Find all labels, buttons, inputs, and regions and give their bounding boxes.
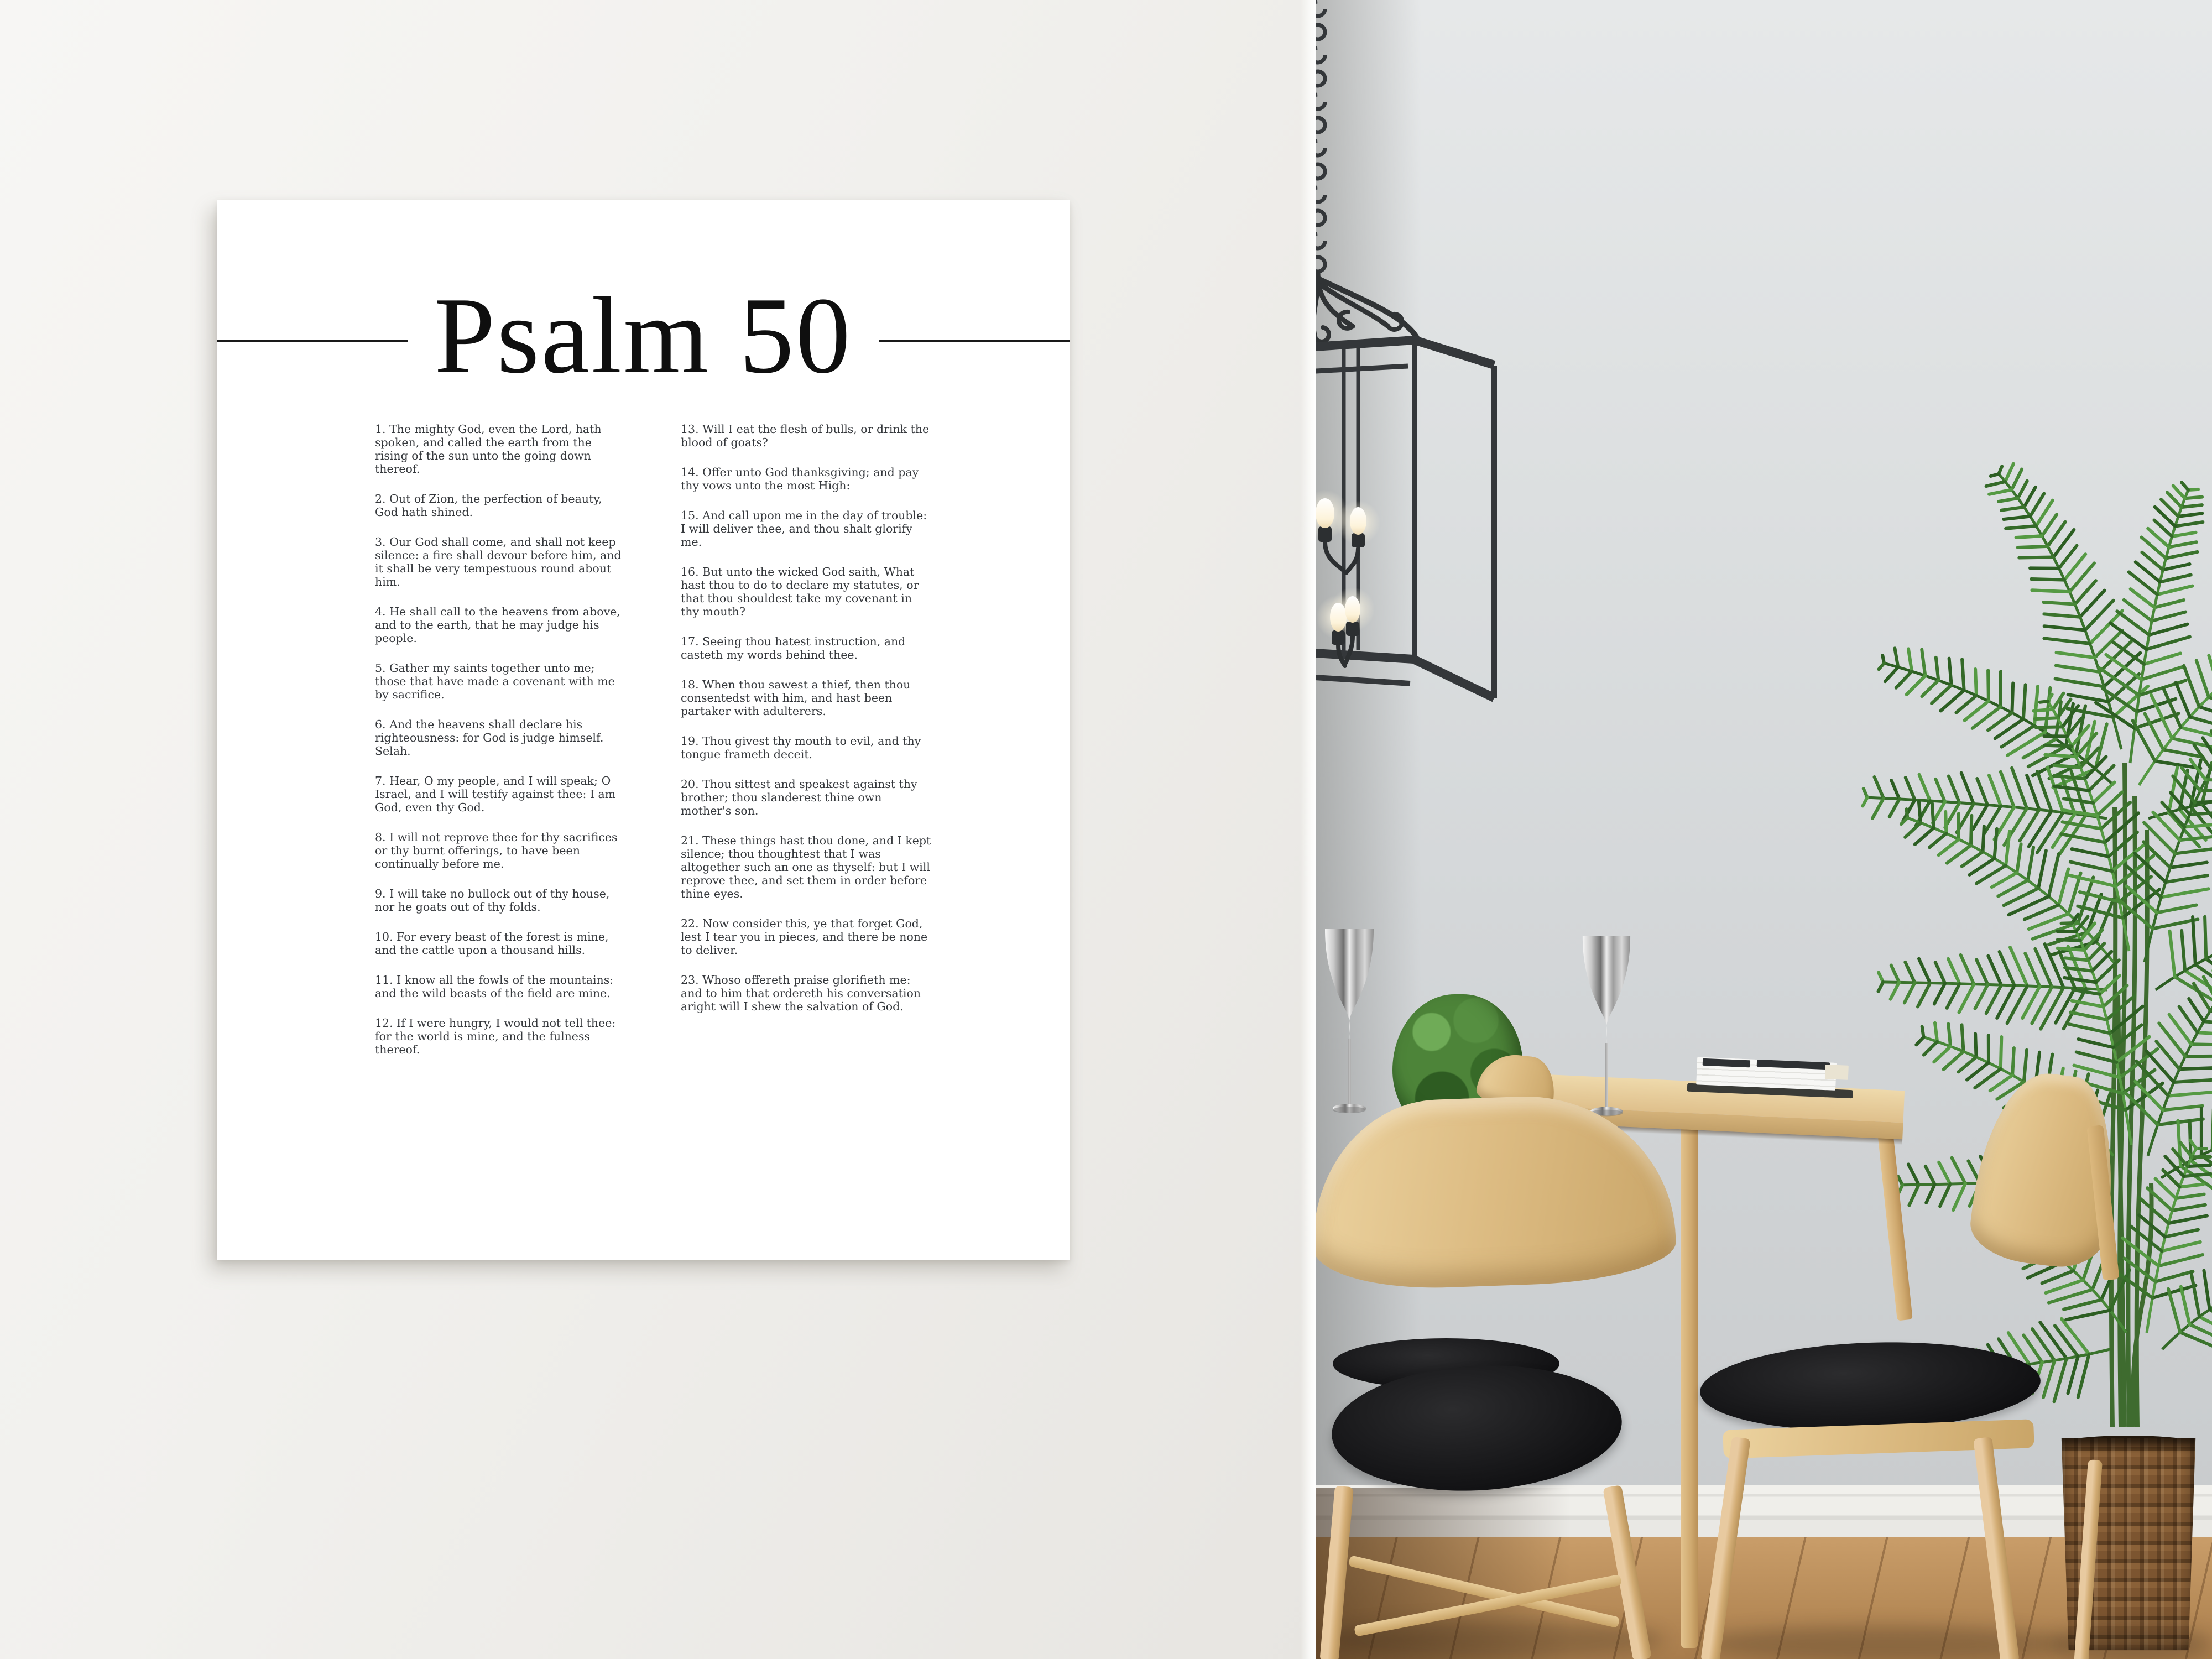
- verse: 18. When thou sawest a thief, then thou consentedst with him, and hast been partaker with adulterers.: [681, 678, 911, 718]
- verse: 5. Gather my saints together unto me; those that have made a covenant with me by sacrifice.: [375, 661, 615, 701]
- psalm-50-print: [217, 200, 1070, 1260]
- verse: 20. Thou sittest and speakest against thy brother; thou slanderest thine own mother's son.: [681, 778, 917, 817]
- bulbs: [1316, 490, 1380, 666]
- verse: 16. But unto the wicked God saith, What hast thou to do to declare my statutes, or that thou shouldest take my covenant in thy mouth?: [681, 565, 919, 618]
- books-on-table: [1684, 1050, 1858, 1102]
- verse: 4. He shall call to the heavens from above, and to the earth, that he may judge his people.: [375, 605, 620, 645]
- verse: 6. And the heavens shall declare his righteousness: for God is judge himself. Selah.: [375, 718, 604, 758]
- verse: 15. And call upon me in the day of trouble: I will deliver thee, and thou shalt glorify me.: [681, 509, 927, 549]
- scroll-arms: [1316, 272, 1418, 342]
- verse: 17. Seeing thou hatest instruction, and casteth my words behind thee.: [681, 635, 906, 661]
- wall-edge-highlight: [1301, 0, 1316, 1659]
- chain: [1316, 2, 1325, 272]
- dining-room-scene: [1316, 0, 2212, 1659]
- verse: 9. I will take no bullock out of thy house, nor he goats out of thy folds.: [375, 887, 610, 914]
- table-leg: [1681, 1121, 1698, 1648]
- wine-glass-right: [1583, 936, 1630, 1116]
- verse: 21. These things hast thou done, and I kept silence; thou thoughtest that I was altogether such an one as thyself: but I will reprove thee, and set them in order before thine eyes.: [681, 834, 931, 900]
- verse: 8. I will not reprove thee for thy sacrifices or thy burnt offerings, to have been continually before me.: [375, 831, 618, 870]
- verse: 11. I know all the fowls of the mountains: and the wild beasts of the field are mine.: [375, 973, 614, 1000]
- verse-column-right: [681, 422, 931, 1073]
- verse: 22. Now consider this, ye that forget God, lest I tear you in pieces, and there be none to deliver.: [681, 917, 928, 957]
- title-wrap: [217, 275, 1070, 396]
- verse: 13. Will I eat the flesh of bulls, or drink the blood of goats?: [681, 422, 930, 449]
- paper-note: [1825, 1065, 1849, 1080]
- verse: 2. Out of Zion, the perfection of beauty, God hath shined.: [375, 492, 602, 519]
- verse: 1. The mighty God, even the Lord, hath spoken, and called the earth from the rising of the sun unto the going down thereof.: [375, 422, 602, 476]
- wine-glass-left: [1325, 929, 1374, 1113]
- verse: 3. Our God shall come, and shall not keep silence: a fire shall devour before him, and it shall be very tempestuous round about him.: [375, 535, 622, 588]
- verse-columns: [375, 422, 931, 1073]
- verse: 10. For every beast of the forest is mine, and the cattle upon a thousand hills.: [375, 930, 609, 957]
- verse: 12. If I were hungry, I would not tell thee: for the world is mine, and the fulness thereof.: [375, 1016, 616, 1056]
- verse: 23. Whoso offereth praise glorifieth me: and to him that ordereth his conversation aright will I shew the salvation of God.: [681, 973, 921, 1013]
- palm-plant: [1830, 431, 2212, 1443]
- verse: 19. Thou givest thy mouth to evil, and thy tongue frameth deceit.: [681, 734, 921, 761]
- lantern-chandelier: [1316, 0, 1521, 741]
- verse: 7. Hear, O my people, and I will speak; O Israel, and I will testify against thee: I am God, even thy God.: [375, 774, 616, 814]
- verse: 14. Offer unto God thanksgiving; and pay thy vows unto the most High:: [681, 466, 919, 492]
- poster-title: Psalm 50: [408, 281, 879, 390]
- verse-column-left: [375, 422, 625, 1073]
